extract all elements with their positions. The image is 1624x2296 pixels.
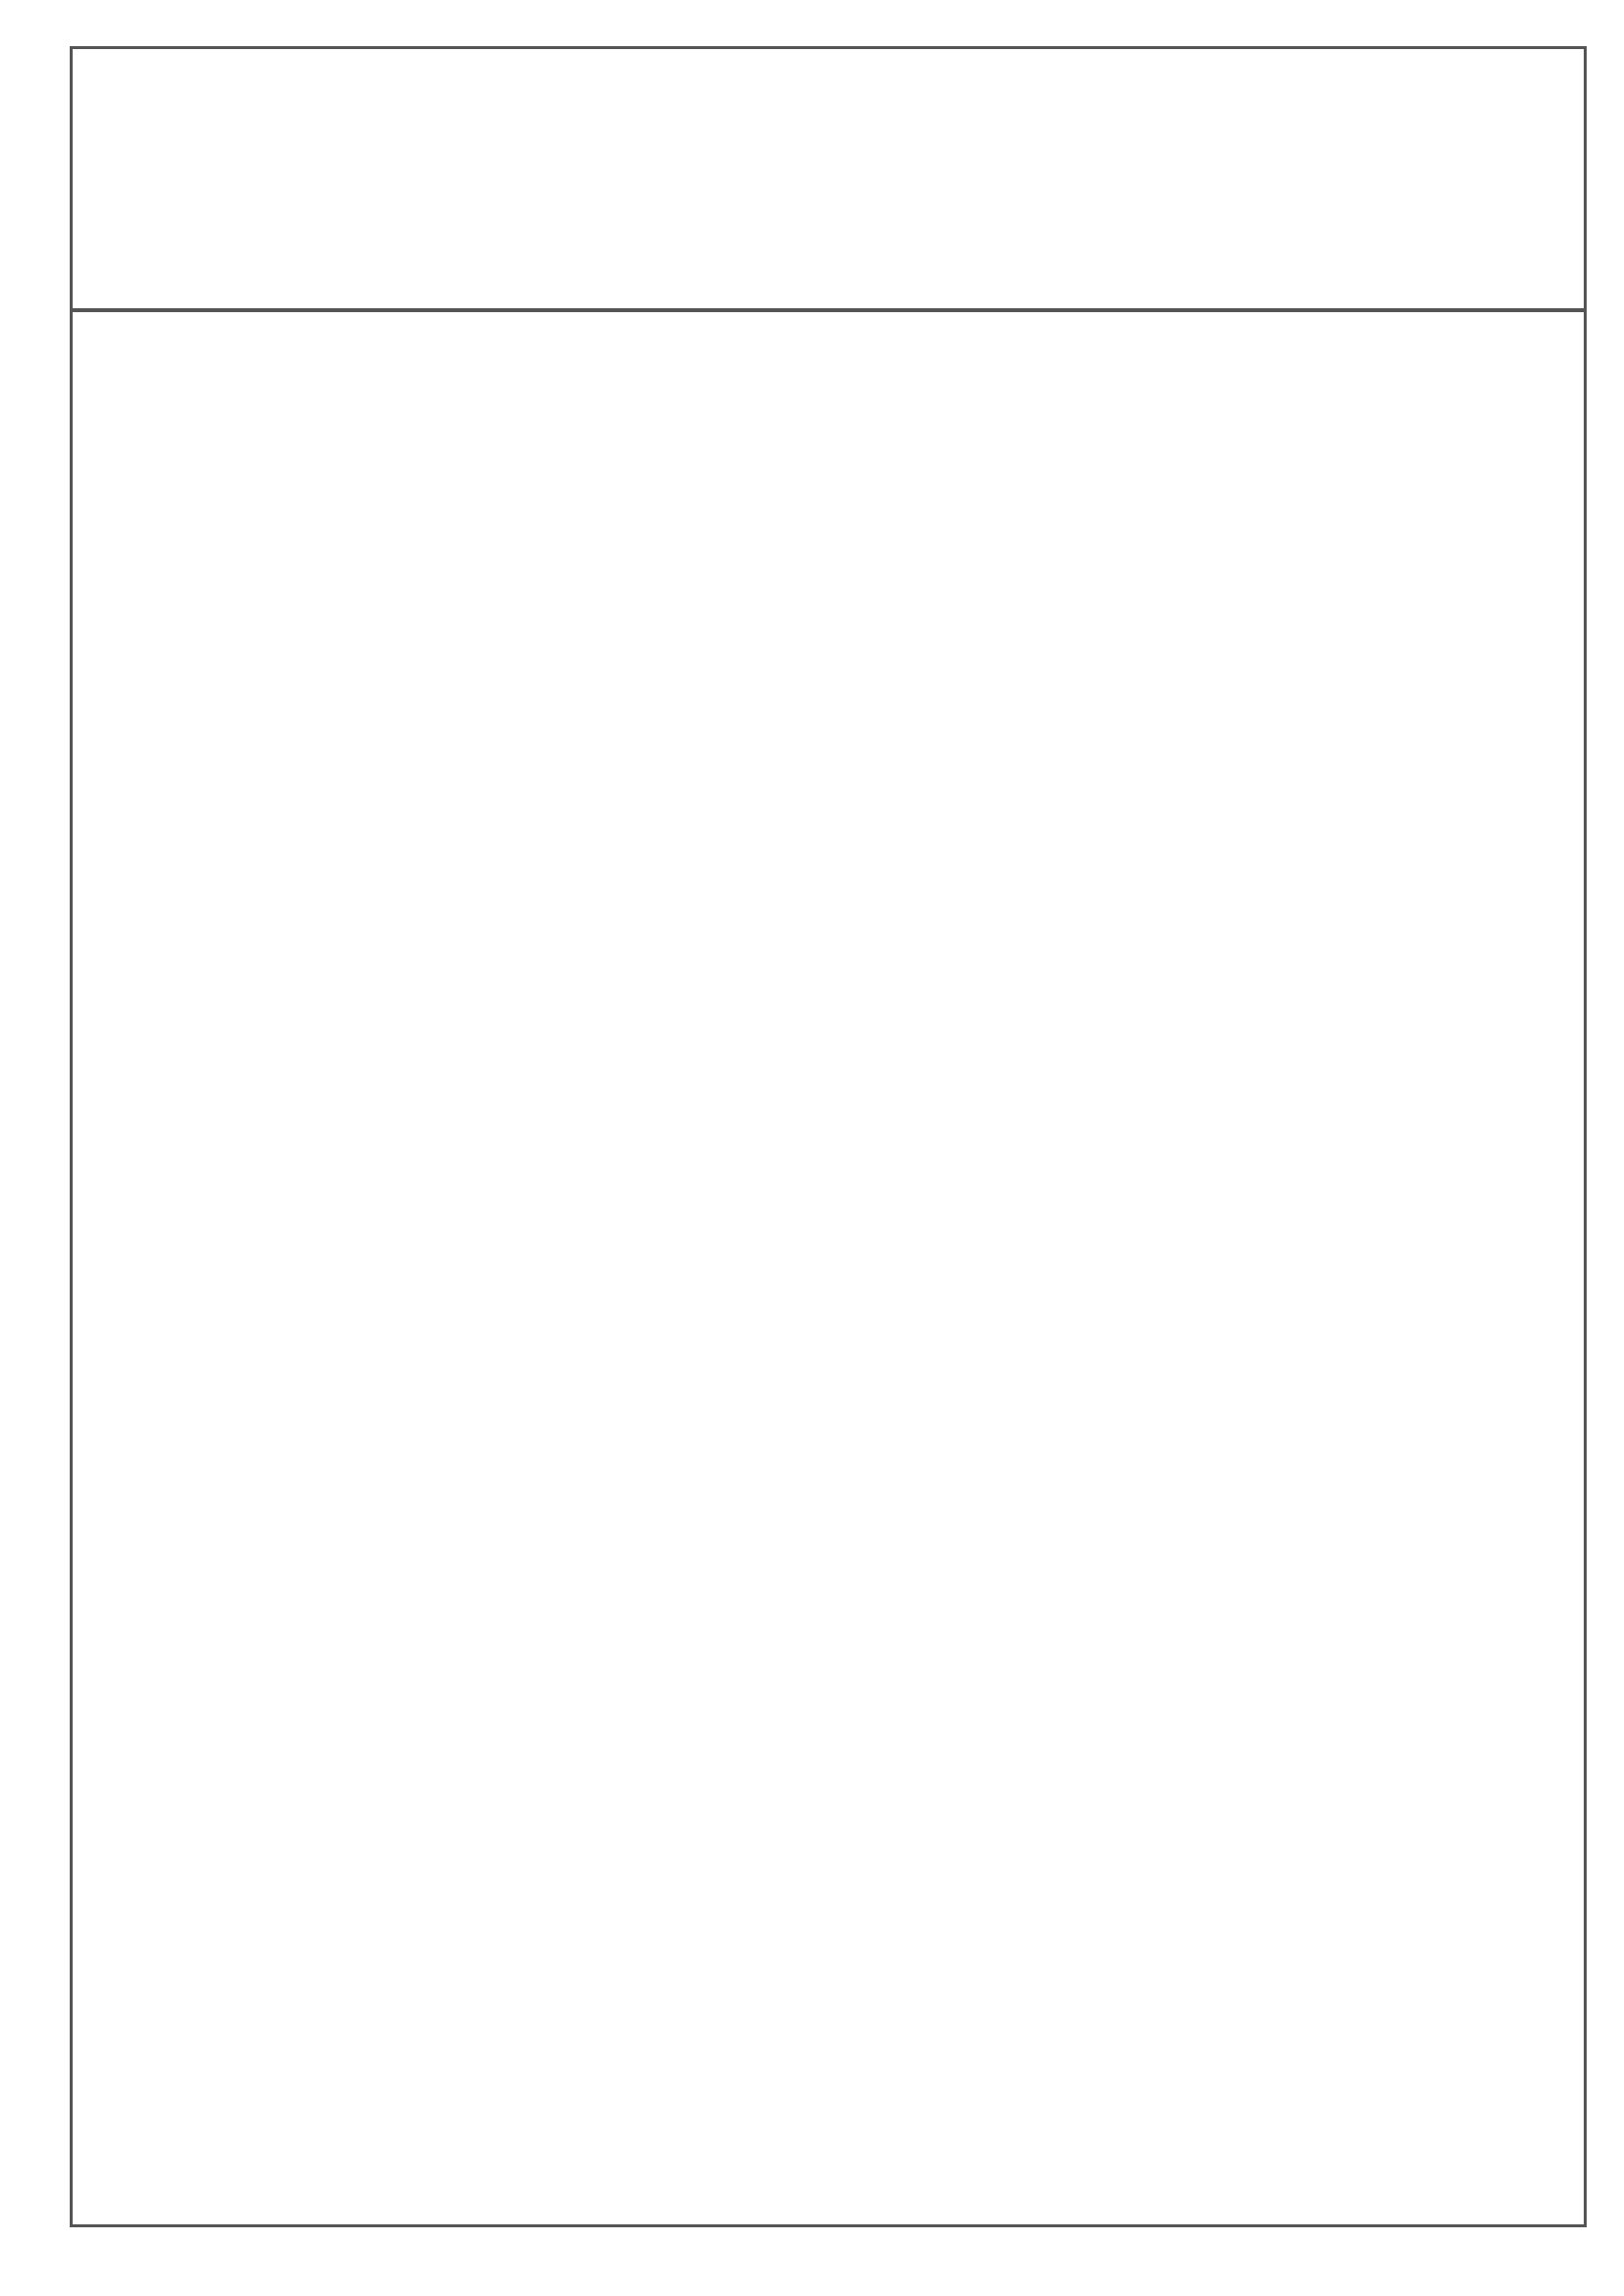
mass-intentions-table	[70, 46, 1587, 2227]
table-header	[73, 49, 1584, 312]
week-rows	[73, 312, 1584, 2224]
